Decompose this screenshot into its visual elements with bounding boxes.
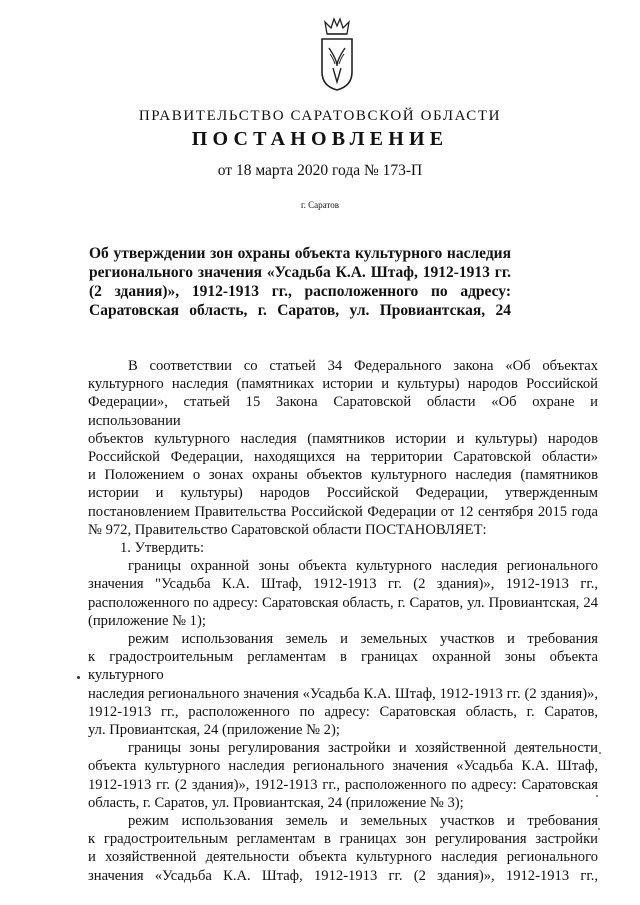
government-title: ПРАВИТЕЛЬСТВО САРАТОВСКОЙ ОБЛАСТИ: [138, 108, 502, 124]
body-line: к градостроительным регламентам в границах зон регулирования застройки: [88, 831, 598, 848]
document-type: ПОСТАНОВЛЕНИЕ: [191, 128, 449, 150]
body-line: В соответствии со статьей 34 Федерального закона «Об объектах: [128, 358, 598, 374]
body-line: значения «Усадьба К.А. Штаф, 1912-1913 гг. (2 здания)», 1912-1913 гг.,: [88, 867, 598, 884]
subject-line: Об утверждении зон охраны объекта культурного наследия: [89, 245, 511, 262]
body-line: границы охранной зоны объекта культурного наследия регионального: [128, 558, 598, 575]
body-line: постановлением Правительства Российской Федерации от 12 сентября 2015 года: [88, 503, 598, 520]
body-line: истории и культуры) народов Российской Федерации, утвержденным: [88, 485, 598, 502]
subject-line: Саратовская область, г. Саратов, ул. Провиантская, 24: [89, 302, 511, 319]
body-line: 1912-1913 гг., расположенного по адресу: Саратовская область, г. Саратов,: [88, 703, 598, 720]
body-line: Российской Федерации, находящихся на территории Саратовской области»: [88, 449, 598, 466]
body-line: объекта культурного наследия регионального значения «Усадьба К.А. Штаф,: [88, 758, 598, 775]
subject-line: регионального значения «Усадьба К.А. Штаф, 1912-1913 гг.: [89, 264, 511, 281]
body-line: значения "Усадьба К.А. Штаф, 1912-1913 гг. (2 здания)», 1912-1913 гг.,: [88, 576, 598, 593]
scan-speck: [599, 752, 601, 754]
body-line: культурного наследия (памятниках истории и культуры) народов Российской: [88, 376, 598, 393]
body-line: 1. Утвердить:: [120, 540, 205, 557]
body-line: 1912-1913 гг. (2 здания)», 1912-1913 гг., расположенного по адресу: Саратовская: [88, 776, 598, 793]
body-line: режим использования земель и земельных участков и требования: [128, 631, 598, 648]
body-line: границы зоны регулирования застройки и хозяйственной деятельности: [128, 740, 598, 757]
document-subject: [89, 244, 511, 320]
body-line: расположенного по адресу: Саратовская область, г. Саратов, ул. Провиантская, 24: [88, 594, 598, 611]
scan-speck: [598, 828, 600, 830]
body-line: (приложение № 1);: [88, 612, 206, 629]
body-line: Федерации», статьей 15 Закона Саратовской области «Об охране и использовании: [88, 394, 598, 429]
document-date-number: от 18 марта 2020 года № 173-П: [217, 162, 423, 179]
body-line: объектов культурного наследия (памятников истории и культуры) народов: [88, 430, 598, 447]
body-line: и Положением о зонах охраны объектов культурного наследия (памятников: [88, 467, 598, 484]
document-city: г. Саратов: [301, 200, 339, 210]
coat-of-arms-icon: [317, 14, 357, 92]
scan-speck: [77, 676, 80, 679]
body-line: режим использования земель и земельных участков и требования: [128, 813, 598, 830]
subject-line: (2 здания)», 1912-1913 гг., расположенного по адресу:: [89, 283, 511, 300]
body-line: ул. Провиантская, 24 (приложение № 2);: [88, 722, 340, 739]
body-line: область, г. Саратов, ул. Провиантская, 24 (приложение № 3);: [88, 794, 464, 811]
body-line: № 972, Правительство Саратовской области ПОСТАНОВЛЯЕТ:: [88, 521, 487, 538]
body-line: наследия регионального значения «Усадьба К.А. Штаф, 1912-1913 гг. (2 здания)»,: [88, 685, 598, 702]
body-line: к градостроительным регламентам в границах охранной зоны объекта культурного: [88, 649, 598, 684]
document-body: [88, 357, 598, 885]
body-line: и хозяйственной деятельности объекта культурного наследия регионального: [88, 849, 598, 866]
